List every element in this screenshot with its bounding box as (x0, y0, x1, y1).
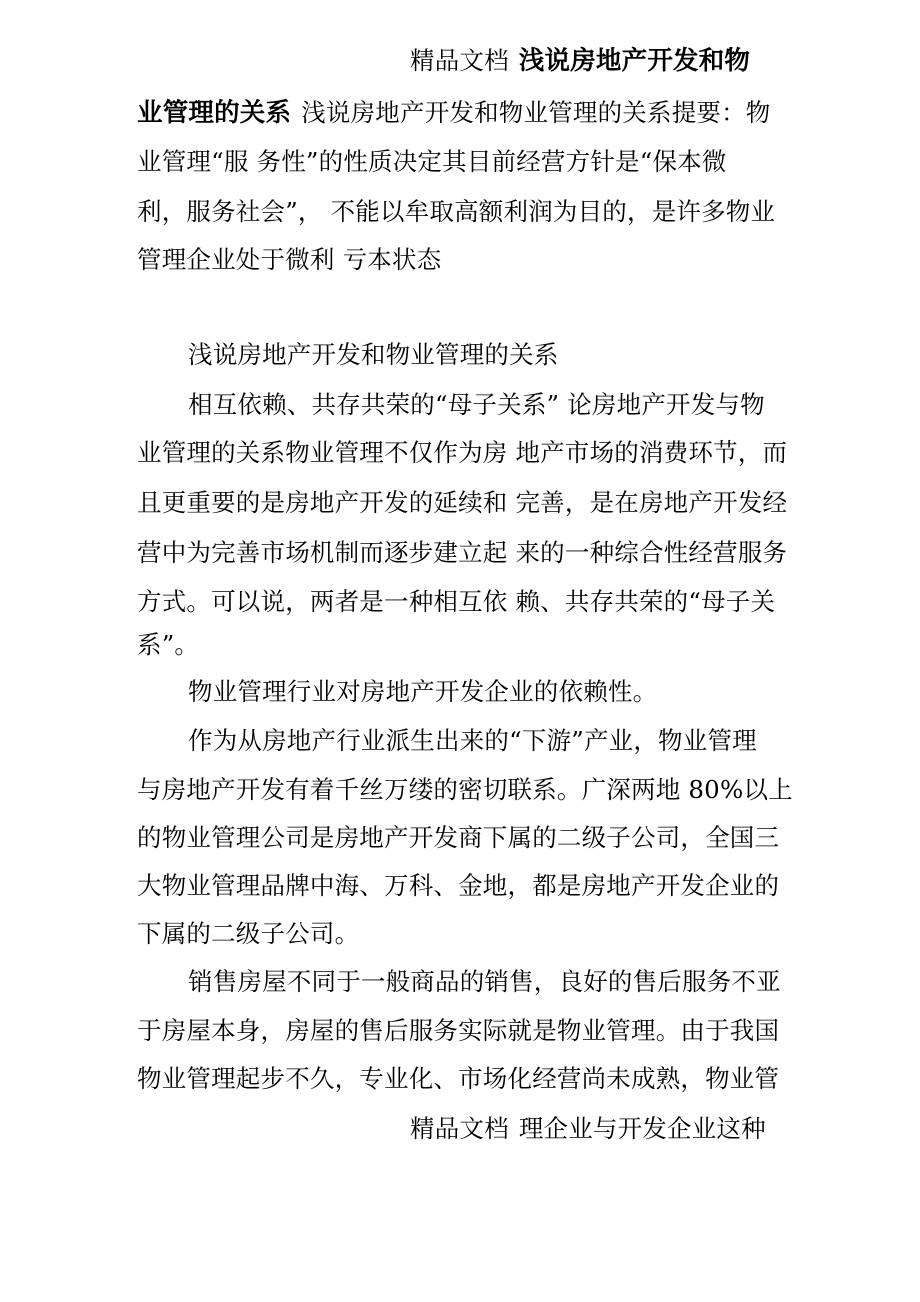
paragraph-2: 物业管理行业对房地产开发企业的依赖性。 (188, 677, 658, 706)
intro-line-2: 业管理“服 务性”的性质决定其目前经营方针是“保本微 (137, 147, 727, 176)
page-footer (410, 1114, 766, 1144)
paragraph-1-line-2: 业管理的关系物业管理不仅作为房 地产市场的消费环节，而 (137, 438, 788, 467)
footer-label: 精品文档 (410, 1114, 509, 1143)
paragraph-1-line-6: 系”。 (137, 630, 200, 659)
footer-text: 理企业与开发企业这种 (518, 1114, 766, 1143)
document-title: 浅说房地产开发和物 (518, 46, 751, 76)
paragraph-4-line-3: 物业管理起步不久，专业化、市场化经营尚未成熟，物业管 (137, 1064, 780, 1093)
document-title-continued: 业管理的关系 (137, 98, 292, 128)
paragraph-4-line-2: 于房屋本身，房屋的售后服务实际就是物业管理。由于我国 (137, 1016, 780, 1045)
header-label: 精品文档 (410, 46, 509, 75)
paragraph-1-line-1: 相互依赖、共存共荣的“母子关系” 论房地产开发与物 (188, 390, 765, 419)
intro-line-4: 管理企业处于微利 亏本状态 (137, 245, 442, 274)
paragraph-3-line-3: 的物业管理公司是房地产开发商下属的二级子公司，全国三 (137, 823, 780, 852)
page-header (410, 46, 750, 76)
section-heading: 浅说房地产开发和物业管理的关系 (188, 340, 559, 369)
abstract-text: 浅说房地产开发和物业管理的关系提要：物 (301, 98, 771, 127)
paragraph-1-line-5: 方式。可以说，两者是一种相互依 赖、共存共荣的“母子关 (137, 587, 776, 616)
intro-line-1 (137, 98, 771, 128)
paragraph-3-line-2: 与房地产开发有着千丝万缕的密切联系。广深两地 80%以上 (137, 775, 793, 804)
paragraph-1-line-4: 营中为完善市场机制而逐步建立起 来的一种综合性经营服务 (137, 538, 788, 567)
intro-line-3: 利，服务社会”， 不能以牟取高额利润为目的，是许多物业 (137, 197, 776, 226)
paragraph-1-line-3: 且更重要的是房地产开发的延续和 完善，是在房地产开发经 (137, 488, 788, 517)
paragraph-3-line-5: 下属的二级子公司。 (137, 919, 360, 948)
paragraph-4-line-1: 销售房屋不同于一般商品的销售，良好的售后服务不亚 (188, 967, 781, 996)
paragraph-3-line-1: 作为从房地产行业派生出来的“下游”产业，物业管理 (188, 726, 757, 755)
paragraph-3-line-4: 大物业管理品牌中海、万科、金地，都是房地产开发企业的 (137, 871, 780, 900)
